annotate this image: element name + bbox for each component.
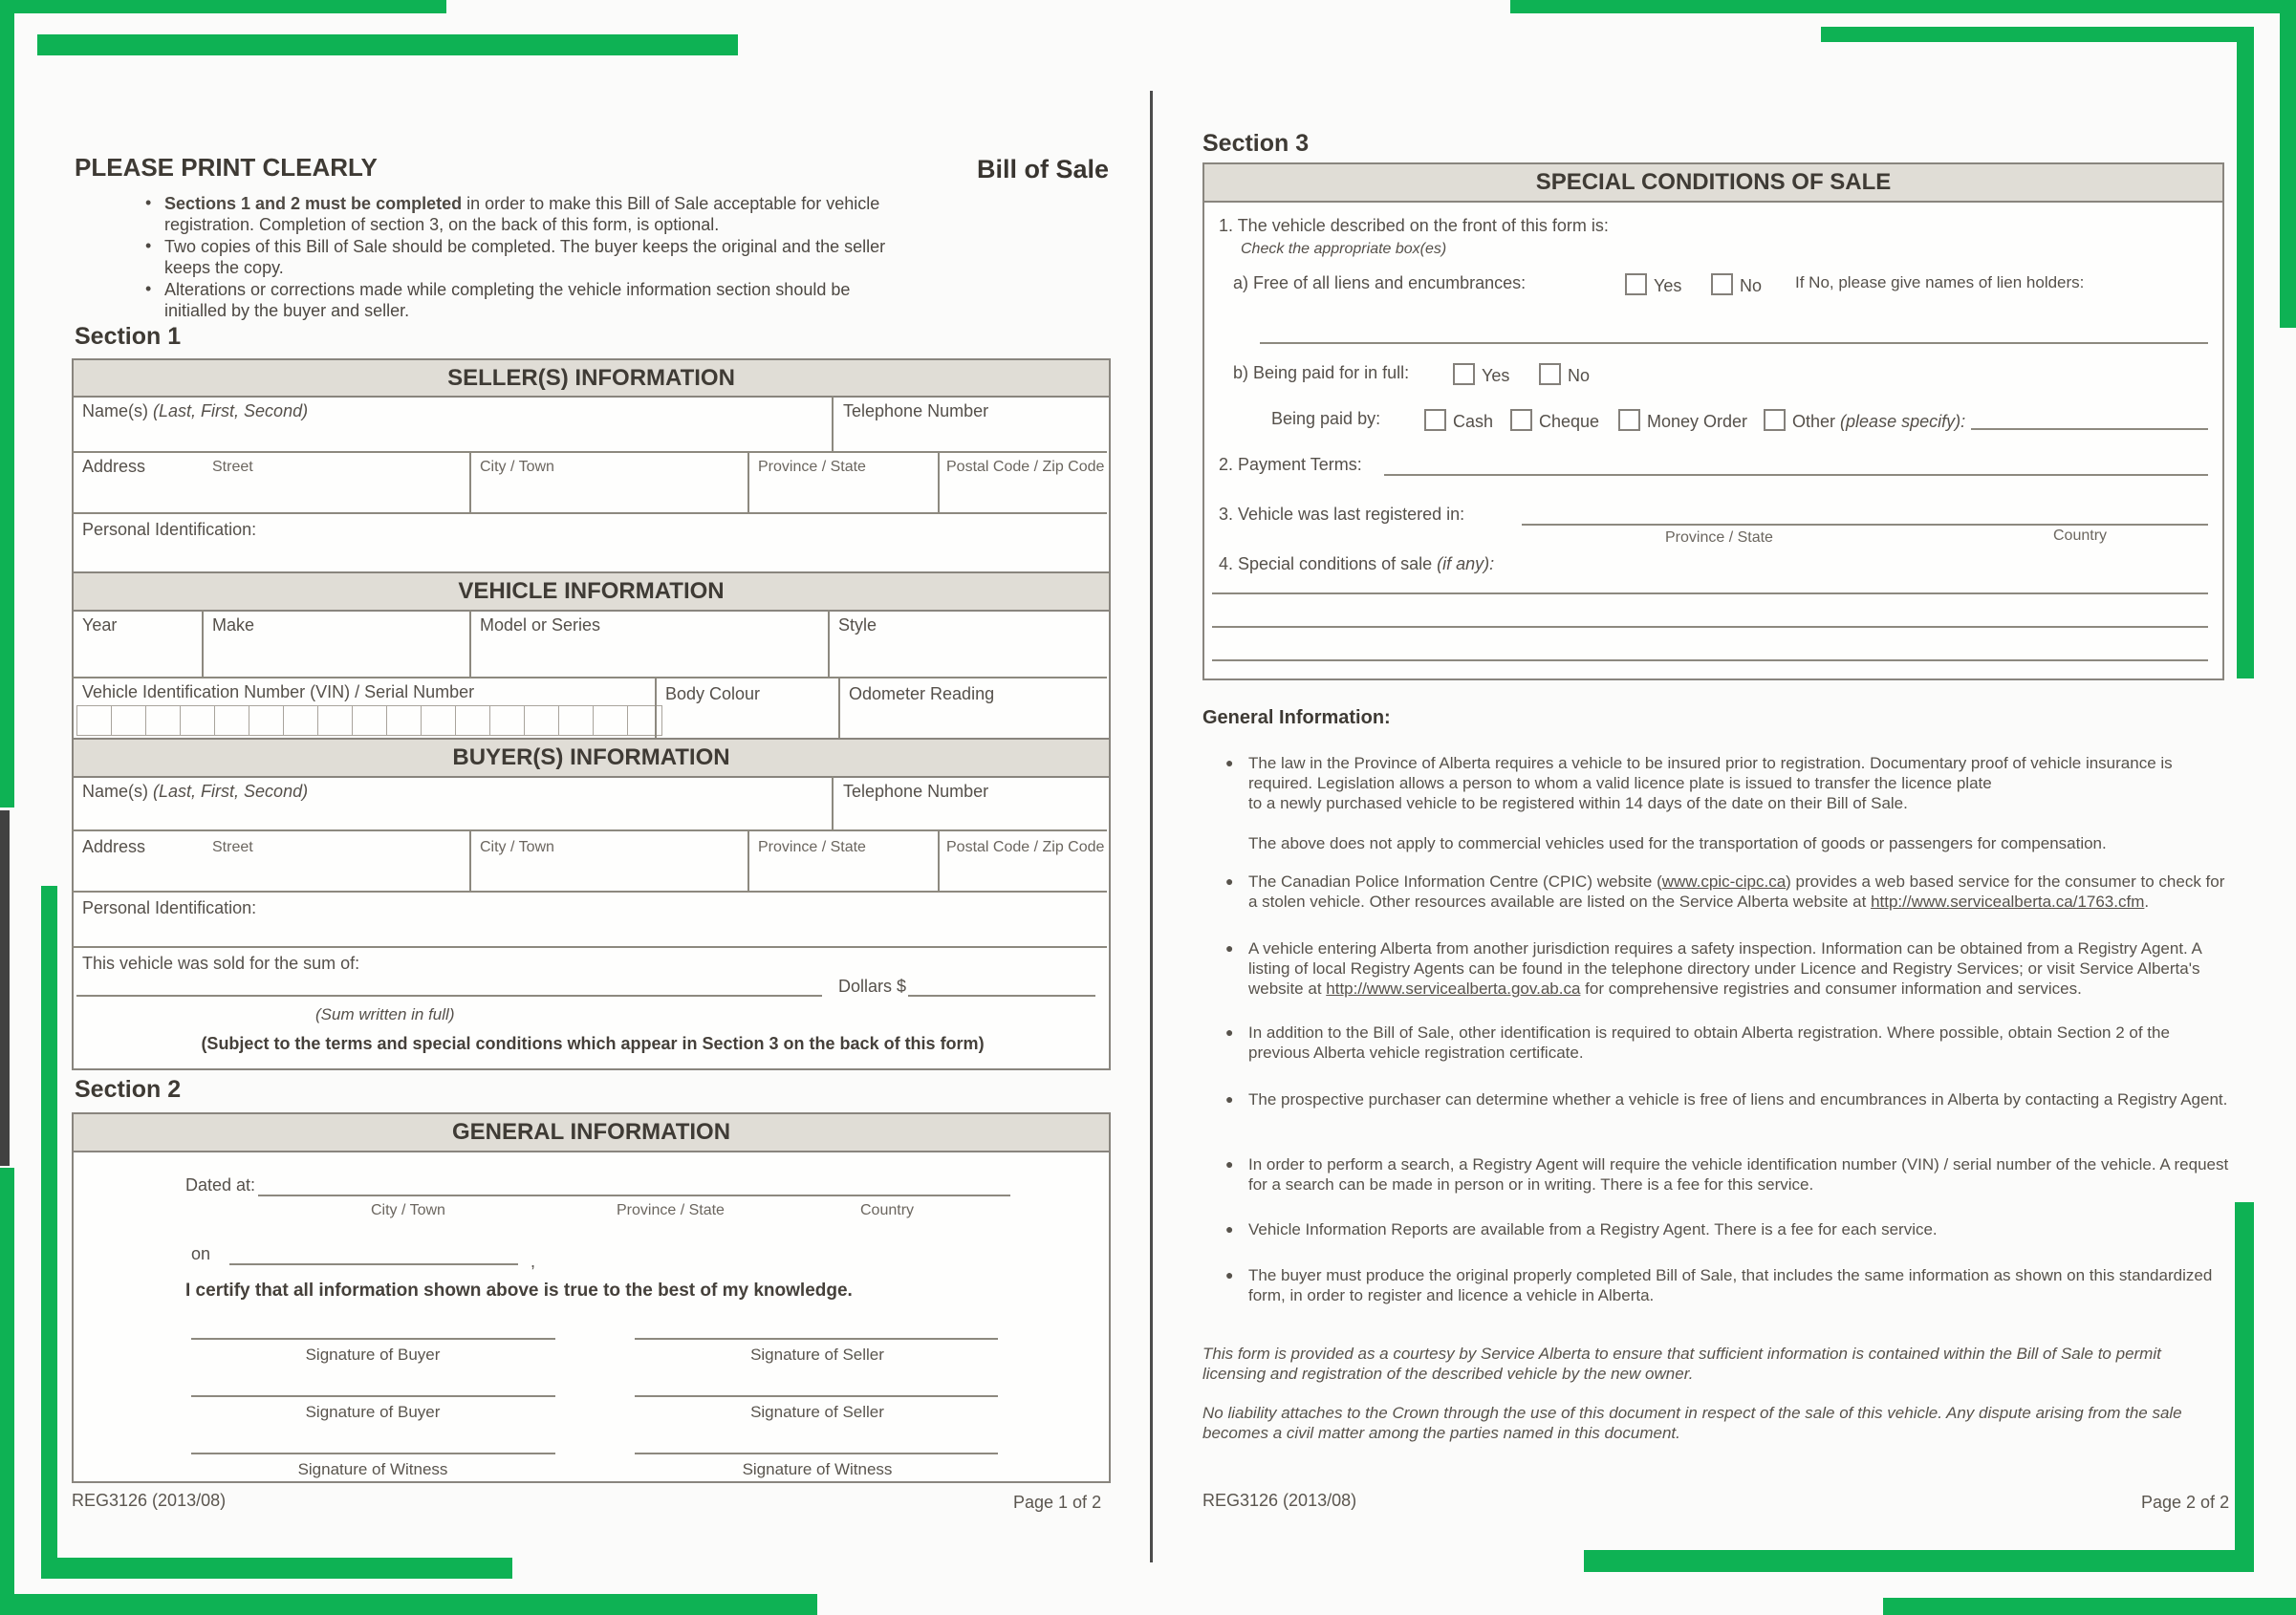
liability-note <box>1202 1403 2216 1443</box>
bullet-icon: ● <box>1225 1024 1234 1040</box>
paid-full-yes-checkbox[interactable] <box>1453 363 1475 385</box>
bullet-text: In order to perform a search, a Registry Agent will require the vehicle identification number (VIN) / serial number of the vehicle. A request for a search can be made in person or in writing. There is a fee for this service. <box>1248 1155 2229 1194</box>
seller-name-label-text: Name(s) <box>82 401 149 420</box>
vehicle-year-label: Year <box>82 615 118 635</box>
buyer-street-label: Street <box>212 839 253 855</box>
buyer-phone-divider <box>832 776 834 829</box>
buyer-city-label: City / Town <box>480 839 554 855</box>
dated-at-label: Dated at: <box>185 1175 256 1195</box>
seller-name-hint: (Last, First, Second) <box>153 401 309 420</box>
sold-for-label: This vehicle was sold for the sum of: <box>82 954 360 973</box>
buyer-name-label <box>82 782 308 802</box>
paid-by-cheque-option <box>1510 409 1599 432</box>
bullet-icon: ● <box>1225 940 1234 956</box>
buyer-personal-id-label: Personal Identification: <box>82 898 257 917</box>
paid-by-cash-label: Cash <box>1453 412 1494 431</box>
vehicle-make-label: Make <box>212 615 255 635</box>
dated-province-sublabel: Province / State <box>617 1202 725 1218</box>
page2-form-number: REG3126 (2013/08) <box>1202 1491 1357 1510</box>
signature-witness-line-1[interactable] <box>191 1453 555 1454</box>
frame-left-strip-lower <box>0 1168 14 1594</box>
payment-terms-line[interactable] <box>1384 474 2208 476</box>
special-conditions-header: SPECIAL CONDITIONS OF SALE <box>1202 162 2224 203</box>
last-registered-line[interactable] <box>1522 524 2208 526</box>
note-text: The above does not apply to commercial vehicles used for the transportation of goods or passengers for compensation. <box>1248 834 2107 852</box>
frame-bracket-top-right-vertical <box>2237 27 2254 678</box>
buyer-province-divider <box>747 831 749 891</box>
special-item1-hint: Check the appropriate box(es) <box>1241 241 1447 257</box>
section1-label: Section 1 <box>75 323 182 350</box>
seller-province-divider <box>747 453 749 512</box>
paid-full-no-label: No <box>1568 366 1591 385</box>
frame-left-strip-upper <box>0 11 14 808</box>
frame-bar-bottom-left <box>0 1594 817 1615</box>
buyer-row-border <box>72 891 1107 893</box>
frame-bar-bottom-right <box>1883 1598 2296 1615</box>
bullet-text: Vehicle Information Reports are available from a Registry Agent. There is a fee for each service. <box>1248 1220 1938 1238</box>
signature-buyer-label-2: Signature of Buyer <box>305 1403 441 1421</box>
signature-witness-label-1: Signature of Witness <box>297 1460 448 1478</box>
special-conditions-line-1[interactable] <box>1212 592 2208 594</box>
seller-postal-divider <box>938 453 940 512</box>
seller-province-label: Province / State <box>758 459 866 475</box>
liens-question-label: a) Free of all liens and encumbrances: <box>1233 273 1527 292</box>
sum-written-line[interactable] <box>76 995 822 997</box>
seller-phone-label: Telephone Number <box>843 401 989 420</box>
paid-by-money-order-label: Money Order <box>1647 412 1748 431</box>
instruction-text: Two copies of this Bill of Sale should be completed. The buyer keeps the original and the seller keeps the copy. <box>164 237 886 277</box>
vehicle-row-border <box>72 677 1107 678</box>
general-information-header: GENERAL INFORMATION <box>72 1112 1111 1152</box>
page1-page-number: Page 1 of 2 <box>1013 1493 1102 1512</box>
buyer-name-label-text: Name(s) <box>82 782 149 801</box>
dollars-amount-line[interactable] <box>908 995 1095 997</box>
bullet-text: The law in the Province of Alberta requires a vehicle to be insured prior to registration. Documentary proof of vehicle insurance is required. Legislation allows a person to whom a valid licence plate is issued to transfer the licence plate <box>1248 754 2173 792</box>
lien-holders-line[interactable] <box>1260 342 2208 344</box>
registered-province-sublabel: Province / State <box>1665 529 1773 546</box>
special-conditions-label <box>1219 554 1494 574</box>
paid-by-money-order-checkbox[interactable] <box>1618 409 1640 431</box>
bullet-text: A vehicle entering Alberta from another jurisdiction requires a safety inspection. Information can be obtained from a Registry Agent. A listing of local Registry Agents can be found in the telephone directory under Licence and Registry Services; or visit Service Alberta's website at <box>1248 939 2201 998</box>
paid-by-other-checkbox[interactable] <box>1764 409 1786 431</box>
cpic-link[interactable]: www.cpic-cipc.ca <box>1661 872 1787 891</box>
vin-label: Vehicle Identification Number (VIN) / Serial Number <box>82 682 475 701</box>
signature-seller-label-2: Signature of Seller <box>750 1403 884 1421</box>
bullet-icon: ● <box>1225 755 1234 770</box>
liability-note-text: No liability attaches to the Crown through the use of this document in respect of the sale of this vehicle. Any dispute arising from the sale becomes a civil matter among the parties named in this document. <box>1202 1404 2182 1442</box>
paid-full-no-option <box>1539 363 1590 386</box>
general-info-bullet-3 <box>1225 938 2235 999</box>
paid-by-cash-checkbox[interactable] <box>1424 409 1446 431</box>
certify-statement: I certify that all information shown above is true to the best of my knowledge. <box>185 1281 853 1301</box>
buyer-province-label: Province / State <box>758 839 866 855</box>
subject-note: (Subject to the terms and special conditions which appear in Section 3 on the back of this form) <box>201 1034 985 1053</box>
liens-yes-checkbox[interactable] <box>1625 273 1647 295</box>
paid-full-yes-label: Yes <box>1482 366 1510 385</box>
frame-bracket-top-left-horizontal <box>37 34 738 55</box>
frame-bracket-bottom-left-vertical <box>41 886 57 1579</box>
frame-bar-top-right <box>1510 0 2296 13</box>
vehicle-make-divider <box>202 610 204 677</box>
bullet-text: The prospective purchaser can determine whether a vehicle is free of liens and encumbrances in Alberta by contacting a Registry Agent. <box>1248 1090 2228 1109</box>
payment-terms-label: 2. Payment Terms: <box>1219 455 1362 474</box>
seller-name-label <box>82 401 308 421</box>
paid-by-other-option <box>1764 409 1965 432</box>
liens-yes-label: Yes <box>1654 276 1682 295</box>
bullet-icon: ● <box>1225 1221 1234 1237</box>
bullet-text: In addition to the Bill of Sale, other identification is required to obtain Alberta registration. Where possible, obtain Section 2 of the previous Alberta vehicle registration certificate. <box>1248 1023 2170 1062</box>
last-registered-label: 3. Vehicle was last registered in: <box>1219 505 1465 524</box>
bullet-icon: ● <box>1225 1156 1234 1172</box>
on-date-comma: , <box>531 1252 536 1271</box>
signature-seller-line-2[interactable] <box>635 1395 998 1397</box>
dollars-label: Dollars $ <box>838 977 907 996</box>
instruction-item <box>143 279 899 321</box>
vehicle-model-label: Model or Series <box>480 615 601 635</box>
seller-city-divider <box>469 453 471 512</box>
general-info-bullet-2 <box>1225 872 2235 912</box>
page-divider-line <box>1150 91 1153 1562</box>
sum-hint: (Sum written in full) <box>315 1005 455 1023</box>
service-alberta-1763-link[interactable]: http://www.servicealberta.ca/1763.cfm <box>1871 893 2145 911</box>
buyer-row-border <box>72 946 1107 948</box>
general-info-bullet-5 <box>1225 1089 2235 1109</box>
odometer-divider <box>838 678 840 738</box>
buyer-address-label: Address <box>82 837 146 856</box>
instruction-item <box>143 236 899 278</box>
vehicle-model-divider <box>469 610 471 677</box>
being-paid-by-label: Being paid by: <box>1271 409 1381 428</box>
seller-address-label: Address <box>82 457 146 476</box>
paid-by-other-line[interactable] <box>1971 428 2208 430</box>
instructions-list <box>143 193 899 322</box>
frame-bracket-top-right-horizontal <box>1821 27 2253 42</box>
dated-city-sublabel: City / Town <box>371 1202 445 1218</box>
frame-right-strip-upper <box>2280 10 2296 328</box>
paid-by-money-order-option <box>1618 409 1747 432</box>
buyer-postal-label: Postal Code / Zip Code <box>946 839 1105 855</box>
frame-dark-strip-left <box>0 810 10 1166</box>
buyer-city-divider <box>469 831 471 891</box>
page1-form-number: REG3126 (2013/08) <box>72 1491 227 1510</box>
paid-by-other-hint: (please specify): <box>1840 412 1966 431</box>
body-colour-divider <box>655 678 657 738</box>
buyer-postal-divider <box>938 831 940 891</box>
dated-country-sublabel: Country <box>860 1202 915 1218</box>
paid-by-other-label: Other <box>1792 412 1836 431</box>
bullet-text: The buyer must produce the original properly completed Bill of Sale, that includes the same information as shown on this standardized form, in order to register and licence a vehicle in Alberta. <box>1248 1266 2213 1304</box>
special-conditions-line-3[interactable] <box>1212 659 2208 661</box>
general-info-bullet-1 <box>1225 753 2235 813</box>
seller-row-border <box>72 512 1107 514</box>
general-info-heading: General Information: <box>1202 707 1391 728</box>
instruction-text: in order to make this Bill of Sale acceptable for vehicle registration. Completion of section 3, on the back of this form, is optional. <box>164 194 880 234</box>
bullet-text: ) provides a web based service for the consumer to check for a stolen vehicle. Other resources available are listed on the Service Alberta website at <box>1248 872 2225 911</box>
liens-no-label: No <box>1740 276 1763 295</box>
signature-witness-line-2[interactable] <box>635 1453 998 1454</box>
paid-full-yes-option <box>1453 363 1509 386</box>
buyer-phone-label: Telephone Number <box>843 782 989 801</box>
signature-seller-label-1: Signature of Seller <box>750 1346 884 1364</box>
bullet-text: to a newly purchased vehicle to be registered within 14 days of the date on their Bill of Sale. <box>1248 794 1908 812</box>
special-item1-label: 1. The vehicle described on the front of this form is: <box>1219 216 1609 235</box>
special-conditions-hint: (if any): <box>1437 554 1495 573</box>
instruction-item <box>143 193 899 235</box>
service-alberta-link[interactable]: http://www.servicealberta.gov.ab.ca <box>1326 980 1581 998</box>
body-colour-label: Body Colour <box>665 684 761 703</box>
registered-country-sublabel: Country <box>2053 528 2108 544</box>
seller-row-border <box>72 451 1107 453</box>
general-info-bullet-6 <box>1225 1154 2235 1195</box>
signature-buyer-line-1[interactable] <box>191 1338 555 1340</box>
signature-buyer-line-2[interactable] <box>191 1395 555 1397</box>
dated-at-line[interactable] <box>258 1195 1010 1196</box>
frame-bracket-bottom-right-vertical <box>2235 1202 2254 1572</box>
buyer-name-hint: (Last, First, Second) <box>153 782 309 801</box>
bullet-icon: ● <box>1225 1267 1234 1282</box>
courtesy-note-text: This form is provided as a courtesy by Service Alberta to ensure that sufficient information is contained within the Bill of Sale to permit licensing and registration of the described vehicle by the new owner. <box>1202 1345 2161 1383</box>
special-conditions-label-text: 4. Special conditions of sale <box>1219 554 1433 573</box>
buyer-row-border <box>72 829 1107 831</box>
bullet-text: for comprehensive registries and consumer information and services. <box>1580 980 2082 998</box>
bullet-icon: ● <box>1225 873 1234 889</box>
frame-bracket-bottom-left-horizontal <box>41 1558 512 1579</box>
instruction-text: Alterations or corrections made while completing the vehicle information section should be initialled by the buyer and seller. <box>164 280 851 320</box>
liens-no-checkbox[interactable] <box>1711 273 1733 295</box>
bullet-icon: ● <box>1225 1091 1234 1107</box>
seller-street-label: Street <box>212 459 253 475</box>
liens-no-option <box>1711 273 1762 296</box>
page-title: Bill of Sale <box>976 155 1109 183</box>
bullet-text: The Canadian Police Information Centre (CPIC) website ( <box>1248 872 1662 891</box>
if-no-lien-holders-label: If No, please give names of lien holders: <box>1795 273 2085 291</box>
signature-witness-label-2: Signature of Witness <box>742 1460 893 1478</box>
vehicle-style-divider <box>828 610 830 677</box>
paid-by-cheque-label: Cheque <box>1539 412 1600 431</box>
liens-yes-option <box>1625 273 1681 296</box>
page2-page-number: Page 2 of 2 <box>2141 1493 2230 1512</box>
frame-bar-top-left <box>0 0 446 13</box>
seller-phone-divider <box>832 396 834 451</box>
general-info-bullet-7 <box>1225 1219 2235 1239</box>
paid-full-no-checkbox[interactable] <box>1539 363 1561 385</box>
frame-bracket-bottom-right-horizontal <box>1584 1550 2254 1572</box>
on-date-label: on <box>191 1244 211 1263</box>
section3-label: Section 3 <box>1202 130 1310 157</box>
signature-buyer-label-1: Signature of Buyer <box>305 1346 441 1364</box>
paid-by-cheque-checkbox[interactable] <box>1510 409 1532 431</box>
general-info-bullet-8 <box>1225 1265 2235 1305</box>
paid-in-full-label: b) Being paid for in full: <box>1233 363 1410 382</box>
seller-information-header: SELLER(S) INFORMATION <box>72 358 1111 398</box>
special-conditions-line-2[interactable] <box>1212 626 2208 628</box>
on-date-line[interactable] <box>229 1263 518 1265</box>
vehicle-style-label: Style <box>838 615 877 635</box>
general-info-bullet-4 <box>1225 1023 2235 1063</box>
seller-personal-id-label: Personal Identification: <box>82 520 257 539</box>
seller-city-label: City / Town <box>480 459 554 475</box>
seller-postal-label: Postal Code / Zip Code <box>946 459 1105 475</box>
courtesy-note <box>1202 1344 2216 1384</box>
instruction-bold: Sections 1 and 2 must be completed <box>164 194 463 213</box>
signature-seller-line-1[interactable] <box>635 1338 998 1340</box>
section2-label: Section 2 <box>75 1076 182 1103</box>
vehicle-information-header: VEHICLE INFORMATION <box>72 571 1111 612</box>
odometer-label: Odometer Reading <box>849 684 995 703</box>
paid-by-cash-option <box>1424 409 1493 432</box>
bullet-text: . <box>2144 893 2150 911</box>
buyer-information-header: BUYER(S) INFORMATION <box>72 738 1111 778</box>
vin-character-boxes[interactable] <box>76 705 662 736</box>
general-info-note <box>1248 833 2235 853</box>
print-clearly-heading: PLEASE PRINT CLEARLY <box>75 153 378 182</box>
